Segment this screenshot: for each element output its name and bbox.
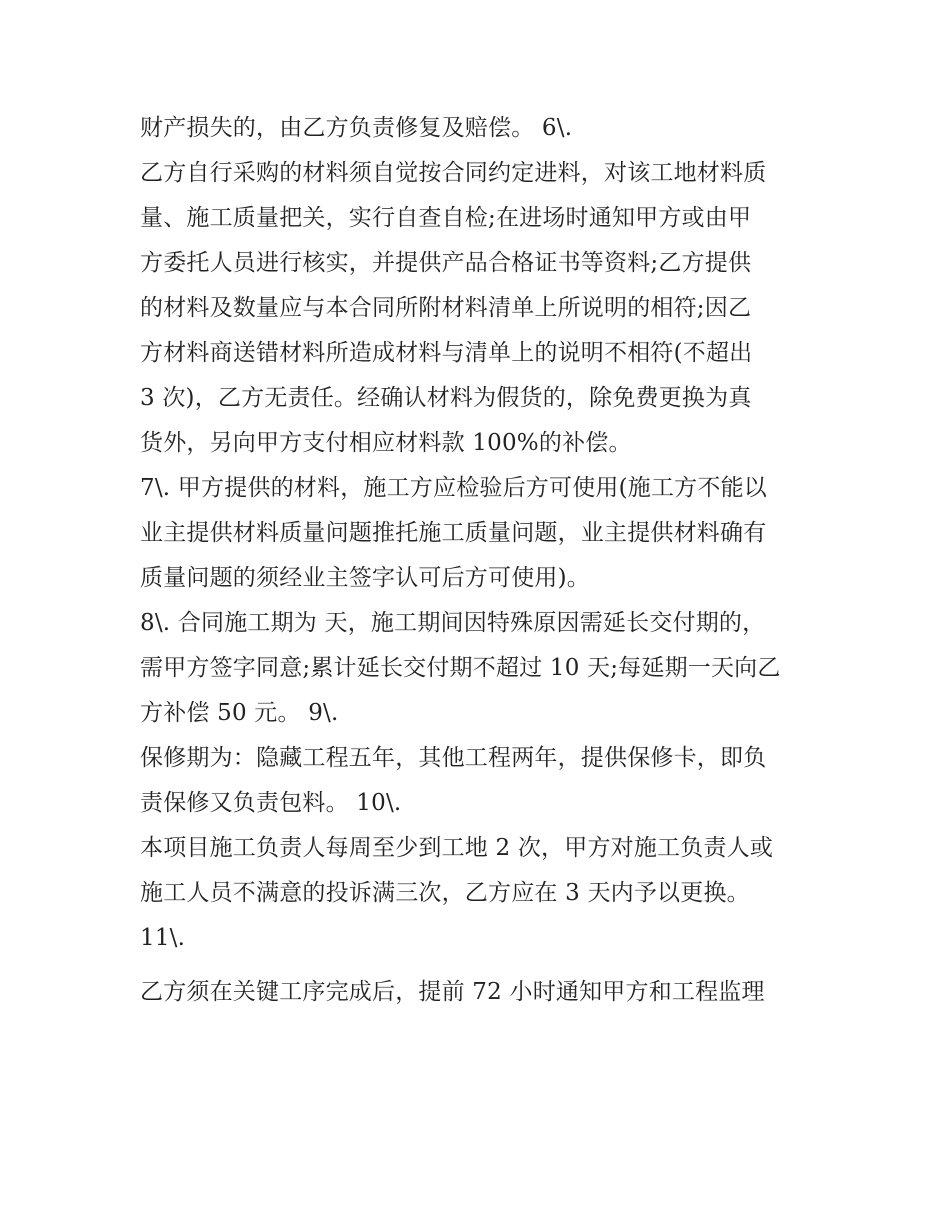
text-line: 保修期为：隐藏工程五年，其他工程两年，提供保修卡，即负	[140, 745, 767, 771]
text-line: 3 次)，乙方无责任。经确认材料为假货的，除免费更换为真	[140, 385, 752, 411]
text-line: 的材料及数量应与本合同所附材料清单上所说明的相符;因乙	[140, 295, 752, 321]
text-line: 乙方自行采购的材料须自觉按合同约定进料，对该工地材料质	[140, 160, 767, 186]
text-line: 业主提供材料质量问题推托施工质量问题，业主提供材料确有	[140, 520, 767, 546]
text-line: 货外，另向甲方支付相应材料款 100%的补偿。	[140, 430, 632, 456]
text-line: 8\. 合同施工期为 天，施工期间因特殊原因需延长交付期的，	[140, 610, 766, 636]
text-line: 施工人员不满意的投诉满三次，乙方应在 3 天内予以更换。	[140, 880, 750, 906]
text-line: 量、施工质量把关，实行自查自检;在进场时通知甲方或由甲	[140, 205, 752, 231]
contract-text	[140, 106, 830, 1015]
text-line: 11\.	[140, 925, 186, 951]
text-line: 财产损失的，由乙方负责修复及赔偿。 6\.	[140, 115, 573, 141]
text-line: 质量问题的须经业主签字认可后方可使用)。	[140, 565, 590, 591]
text-line: 方委托人员进行核实，并提供产品合格证书等资料;乙方提供	[140, 250, 752, 276]
text-line: 乙方须在关键工序完成后，提前 72 小时通知甲方和工程监理	[140, 979, 765, 1005]
text-line: 方补偿 50 元。 9\.	[140, 700, 339, 726]
text-line: 7\. 甲方提供的材料，施工方应检验后方可使用(施工方不能以	[140, 475, 767, 501]
text-line: 需甲方签字同意;累计延长交付期不超过 10 天;每延期一天向乙	[140, 655, 781, 681]
text-line: 方材料商送错材料所造成材料与清单上的说明不相符(不超出	[140, 340, 753, 366]
text-line: 责保修又负责包料。 10\.	[140, 790, 402, 816]
text-line: 本项目施工负责人每周至少到工地 2 次，甲方对施工负责人或	[140, 835, 774, 861]
